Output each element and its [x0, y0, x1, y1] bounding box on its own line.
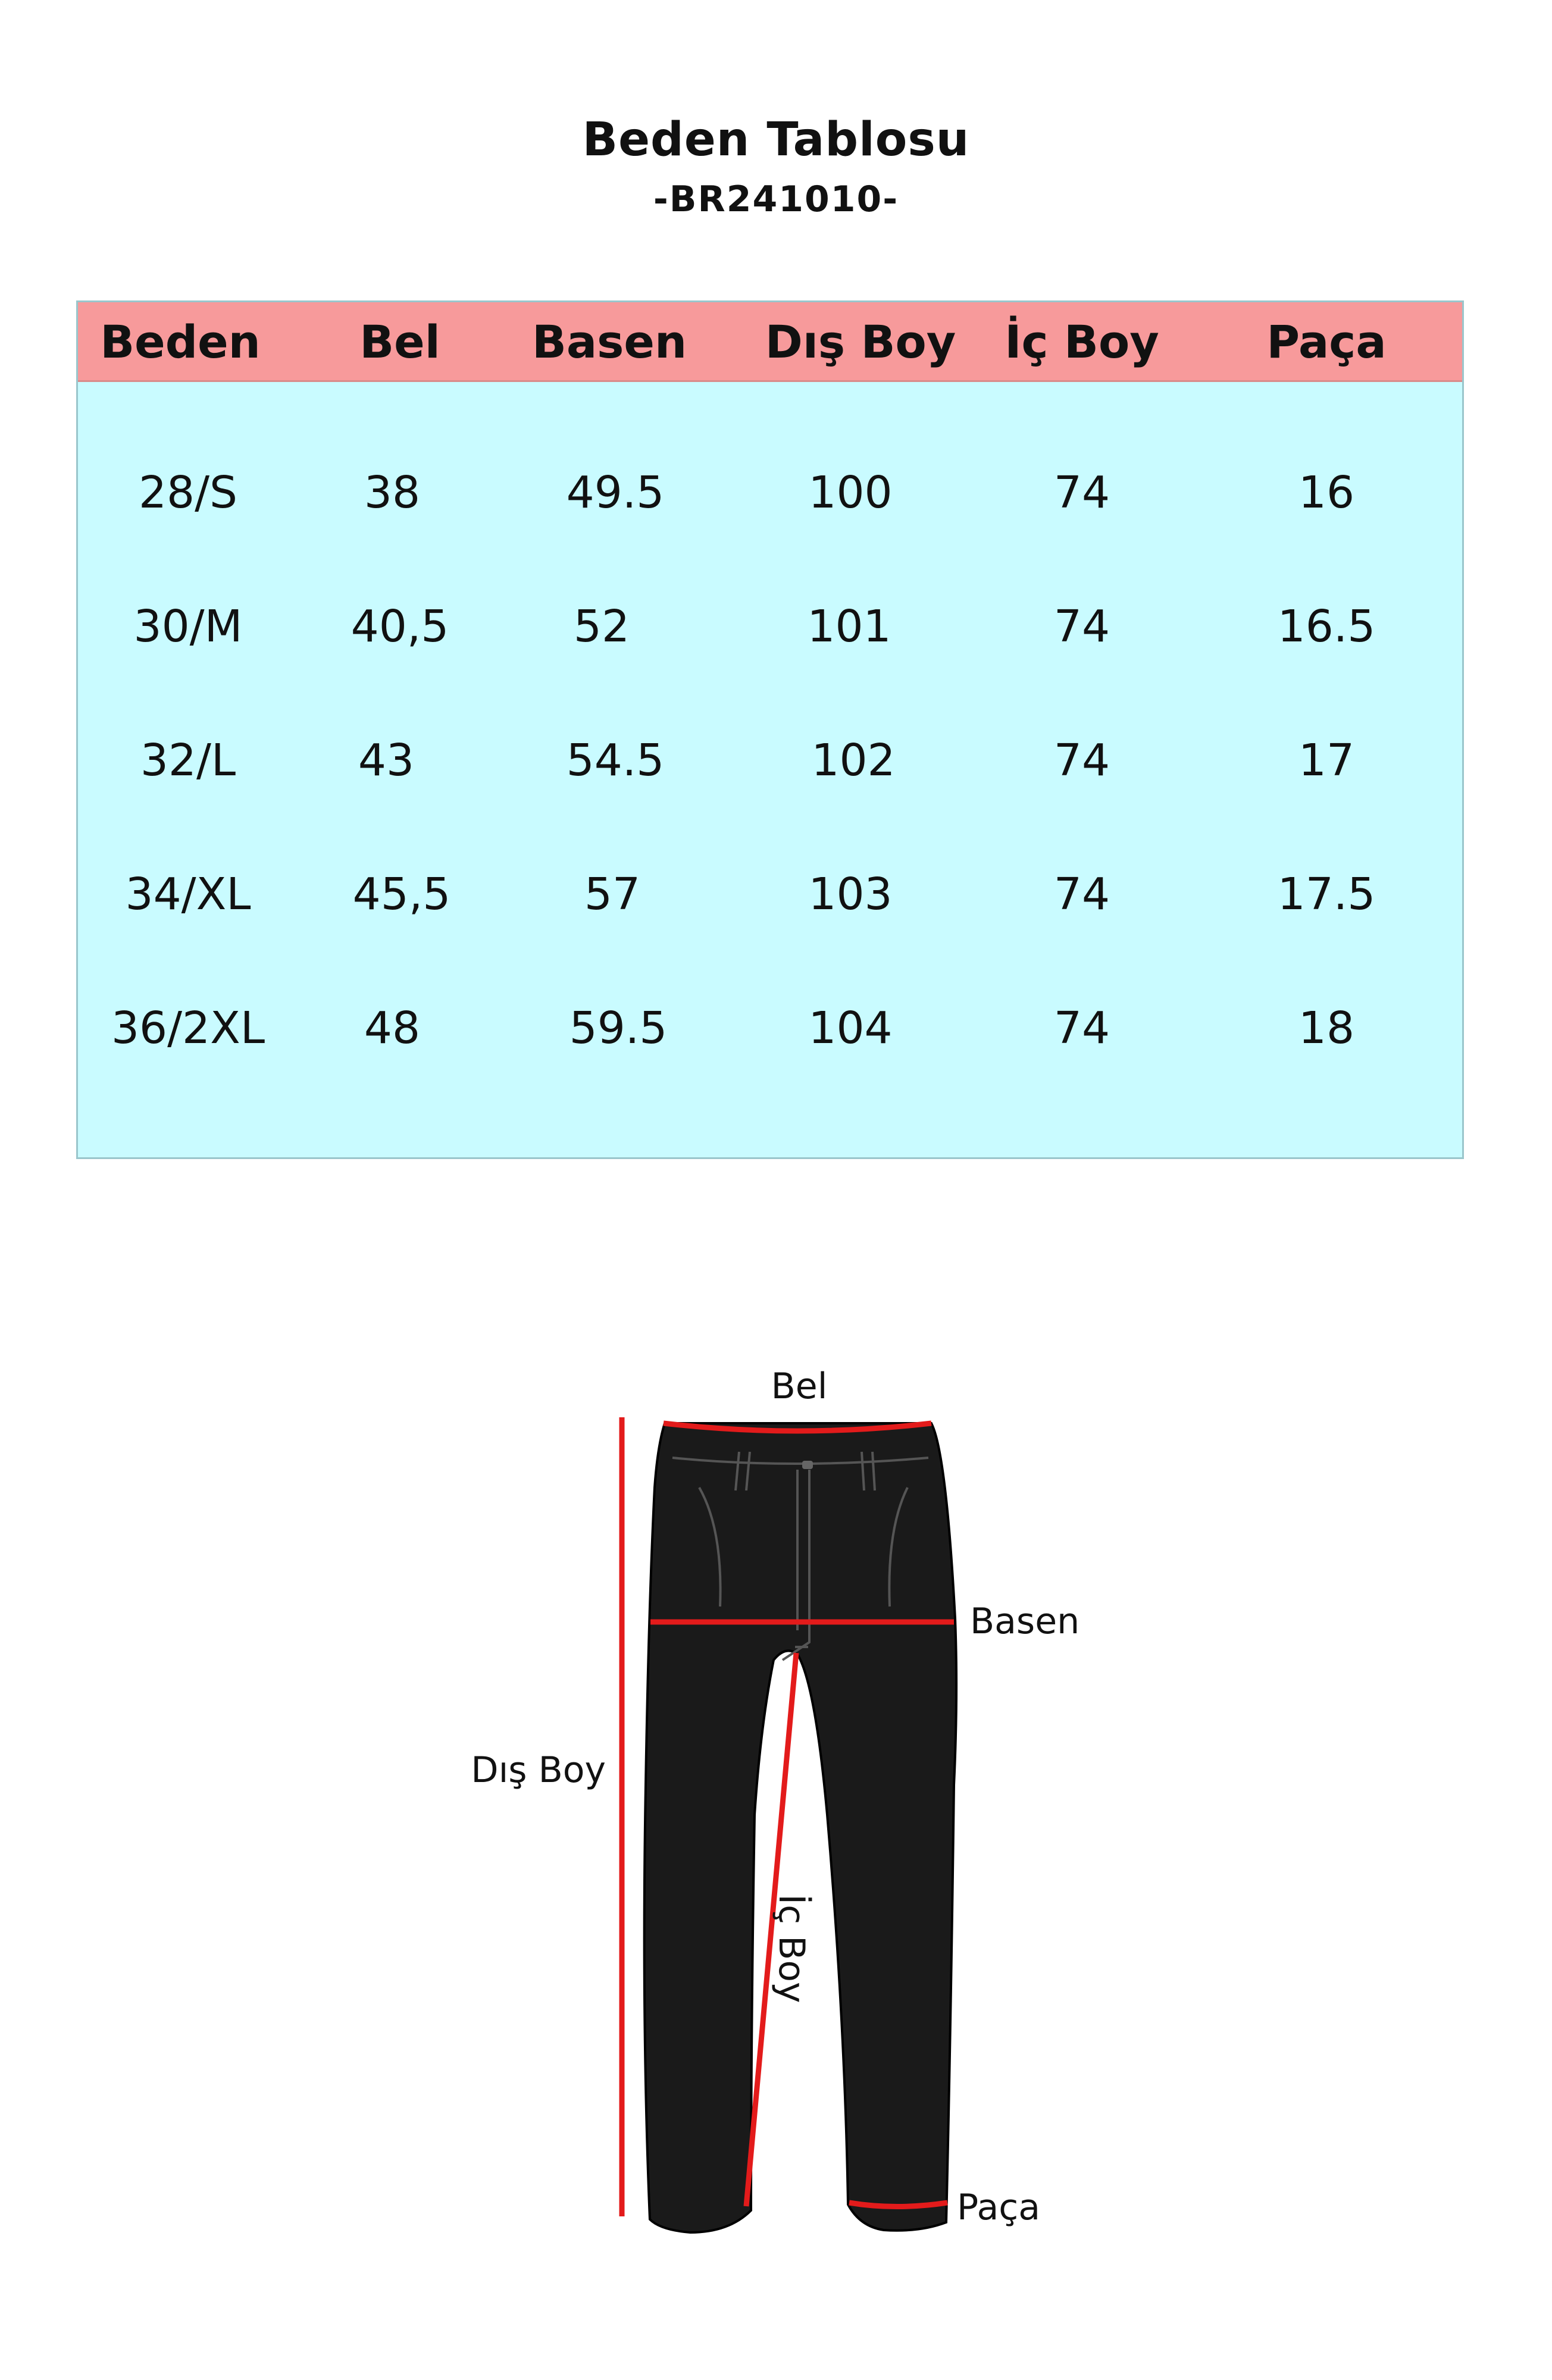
cell-beden: 36/2XL — [111, 1003, 265, 1054]
cell-paca: 18 — [1298, 1003, 1355, 1054]
cell-paca: 16 — [1298, 467, 1355, 518]
cell-beden: 30/M — [133, 601, 243, 652]
ic-boy-label: İç Boy — [771, 1894, 812, 2003]
header-ic-boy: İç Boy — [1005, 315, 1159, 368]
cell-paca: 16.5 — [1277, 601, 1376, 652]
cell-bel: 48 — [364, 1003, 421, 1054]
bel-label: Bel — [771, 1366, 828, 1407]
cell-bel: 38 — [364, 467, 421, 518]
cell-beden: 34/XL — [125, 869, 251, 920]
header-basen: Basen — [531, 315, 687, 368]
cell-dis-boy: 100 — [808, 467, 893, 518]
product-code: -BR241010- — [653, 178, 899, 220]
button-icon — [802, 1461, 813, 1469]
cell-bel: 43 — [358, 735, 415, 786]
cell-dis-boy: 104 — [808, 1003, 893, 1054]
header-bel: Bel — [359, 315, 440, 368]
cell-beden: 32/L — [140, 735, 236, 786]
cell-beden: 28/S — [138, 467, 238, 518]
page-title: Beden Tablosu — [582, 113, 970, 167]
paca-label: Paça — [957, 2187, 1041, 2228]
cell-paca: 17.5 — [1277, 869, 1376, 920]
cell-dis-boy: 102 — [811, 735, 896, 786]
cell-ic-boy: 74 — [1053, 1003, 1110, 1054]
cell-basen: 59.5 — [569, 1003, 668, 1054]
cell-basen: 57 — [584, 869, 641, 920]
dis-boy-label: Dış Boy — [471, 1749, 606, 1791]
header-dis-boy: Dış Boy — [765, 315, 956, 368]
trousers-illustration — [644, 1423, 956, 2232]
cell-ic-boy: 74 — [1053, 735, 1110, 786]
cell-paca: 17 — [1298, 735, 1355, 786]
cell-ic-boy: 74 — [1053, 467, 1110, 518]
cell-dis-boy: 103 — [808, 869, 893, 920]
cell-basen: 52 — [573, 601, 630, 652]
cell-basen: 54.5 — [566, 735, 665, 786]
cell-basen: 49.5 — [566, 467, 665, 518]
cell-ic-boy: 74 — [1053, 869, 1110, 920]
header-beden: Beden — [100, 315, 261, 368]
header-paca: Paça — [1266, 315, 1387, 368]
cell-bel: 40,5 — [351, 601, 449, 652]
cell-ic-boy: 74 — [1053, 601, 1110, 652]
basen-label: Basen — [970, 1601, 1080, 1642]
cell-dis-boy: 101 — [807, 601, 891, 652]
cell-bel: 45,5 — [352, 869, 451, 920]
